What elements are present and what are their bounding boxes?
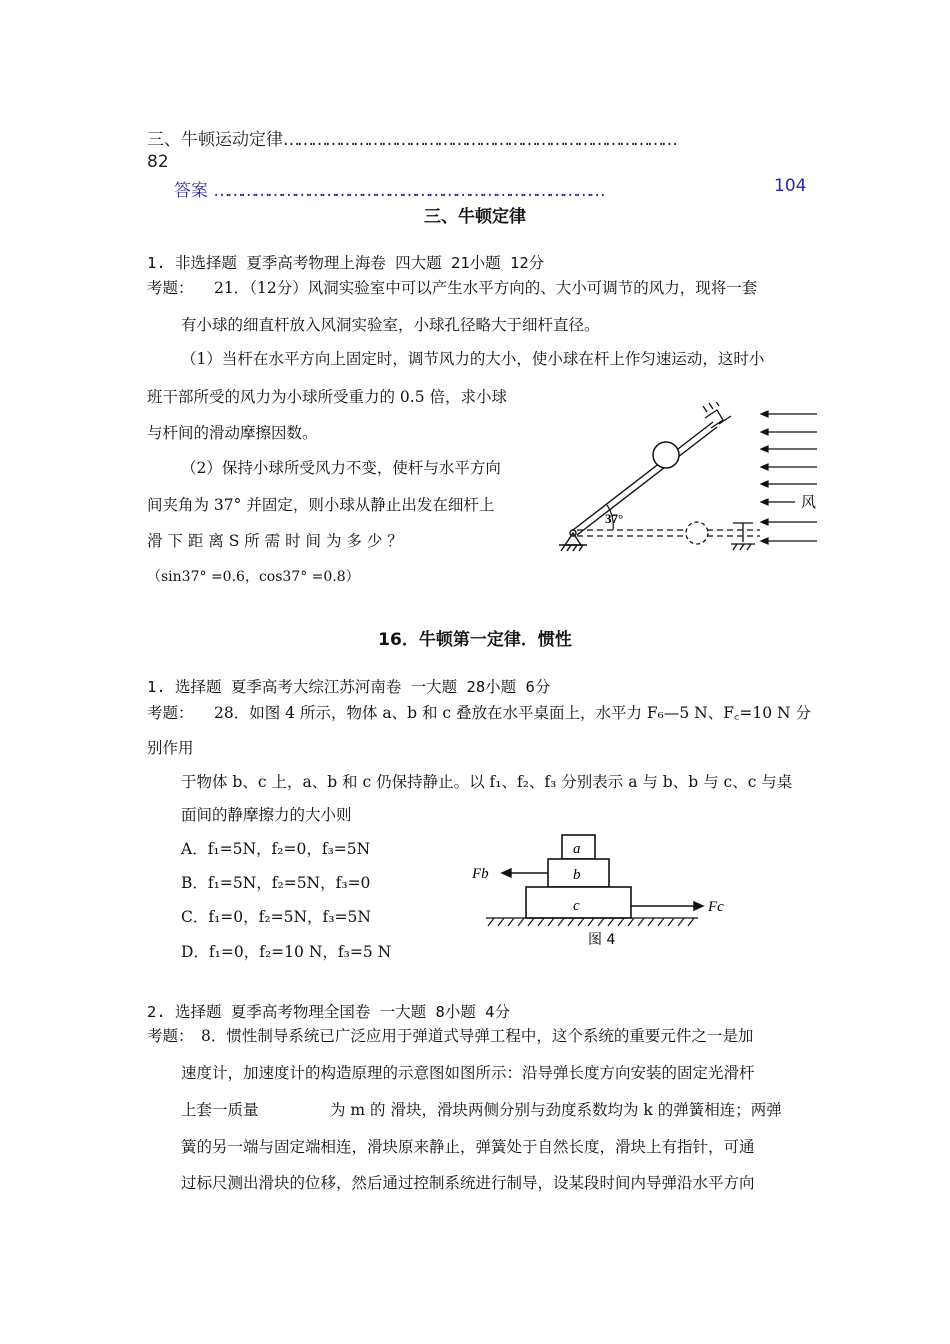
- wind-arrows: [761, 411, 817, 544]
- q2-option-b[interactable]: B．f₁=5N，f₂=5N，f₃=0: [181, 874, 371, 892]
- q2-kaoti-label: 考题：: [147, 704, 194, 722]
- wind-label: 风: [801, 493, 817, 511]
- q3-kaoti-label: 考题：: [147, 1027, 194, 1045]
- section16-title: 16．牛顿第一定律．惯性: [378, 630, 572, 650]
- q3-line2: 速度计，加速度计的构造原理的示意图如图所示：沿导弹长度方向安装的固定光滑杆: [181, 1064, 755, 1082]
- q2-line1: 28．如图 4 所示，物体 a、b 和 c 叠放在水平桌面上，水平力 F₆—5 N、F꜀=10 N 分: [214, 704, 811, 722]
- q3-header: 2. 选择题 夏季高考物理全国卷 一大题 8小题 4分: [147, 1003, 510, 1021]
- force-fc-arrow: [631, 902, 703, 910]
- q3-line1: 8．惯性制导系统已广泛应用于弹道式导弹工程中，这个系统的重要元件之一是加: [201, 1027, 754, 1045]
- rod-clamp: [703, 402, 731, 428]
- q2-line2: 别作用: [147, 739, 194, 757]
- block-c-label: c: [573, 898, 580, 914]
- q2-option-a[interactable]: A．f₁=5N，f₂=0，f₃=5N: [181, 840, 371, 858]
- ground-surface: [486, 918, 698, 926]
- q3-line3-part1: 上套一质量: [181, 1101, 259, 1119]
- force-fb-arrow: [502, 869, 548, 877]
- wind-tunnel-figure: [555, 402, 825, 562]
- section-title: 三、牛顿定律: [424, 207, 526, 227]
- q1-line2: 有小球的细直杆放入风洞实验室，小球孔径略大于细杆直径。: [181, 316, 600, 334]
- q3-line3-part2: 为 m 的 滑块，滑块两侧分别与劲度系数均为 k 的弹簧相连；两弹: [330, 1101, 782, 1119]
- q1-line8: 滑 下 距 离 S 所 需 时 间 为 多 少 ？: [147, 532, 403, 550]
- q1-header: 1. 非选择题 夏季高考物理上海卷 四大题 21小题 12分: [147, 254, 545, 272]
- q1-line9: （sin37° =0.6，cos37° =0.8）: [147, 569, 360, 585]
- block-b-label: b: [573, 867, 581, 883]
- q3-line4: 簧的另一端与固定端相连，滑块原来静止，弹簧处于自然长度，滑块上有指针，可通: [181, 1138, 755, 1156]
- q1-kaoti-label: 考题：: [147, 279, 194, 297]
- q1-line5: 与杆间的滑动摩擦因数。: [147, 424, 318, 442]
- q1-line4: 班干部所受的风力为小球所受重力的 0.5 倍，求小球: [147, 388, 508, 406]
- stacked-blocks-figure: [462, 826, 742, 956]
- q1-line7: 间夹角为 37° 并固定，则小球从静止出发在细杆上: [147, 496, 495, 514]
- toc-answer-title: 答案: [174, 181, 208, 201]
- angle-label: 37°: [605, 511, 624, 526]
- q2-header: 1. 选择题 夏季高考大综江苏河南卷 一大题 28小题 6分: [147, 678, 551, 696]
- block-a-label: a: [573, 841, 581, 857]
- q2-line4: 面间的静摩擦力的大小则: [181, 806, 352, 824]
- q1-line3: （1）当杆在水平方向上固定时，调节风力的大小，使小球在杆上作匀速运动，这时小: [181, 350, 765, 368]
- q1-line1: 21．（12分）风洞实验室中可以产生水平方向的、大小可调节的风力，现将一套: [214, 279, 758, 297]
- toc-answer-dots: ……………………………………………………………………………: [213, 181, 603, 201]
- ball-on-incline: [653, 442, 679, 468]
- q2-option-d[interactable]: D．f₁=0，f₂=10 N，f₃=5 N: [181, 943, 392, 961]
- q3-line5: 过标尺测出滑块的位移，然后通过控制系统进行制导，设某段时间内导弹沿水平方向: [181, 1174, 755, 1192]
- pivot-support: [559, 530, 587, 551]
- q2-option-c[interactable]: C．f₁=0，f₂=5N，f₃=5N: [181, 908, 371, 926]
- toc-chapter3-title: 三、牛顿运动定律: [147, 130, 283, 150]
- inclined-rod: [573, 422, 717, 535]
- ball-on-horizontal: [686, 522, 708, 544]
- q2-line3: 于物体 b、c 上，a、b 和 c 仍保持静止。以 f₁、f₂、f₃ 分别表示 a 与 b、b 与 c、c 与桌: [181, 773, 793, 791]
- toc-chapter3-page: 82: [147, 152, 169, 172]
- toc-answer-page: 104: [774, 176, 807, 196]
- toc-chapter3-dots: …………………………………………………………………………: [283, 130, 675, 150]
- force-fb-label: Fb: [472, 866, 489, 882]
- horizontal-rod-dashed: [577, 530, 760, 536]
- figure-caption: 图 4: [588, 932, 616, 948]
- toc-chapter3[interactable]: [147, 125, 675, 150]
- q1-line6: （2）保持小球所受风力不变，使杆与水平方向: [181, 459, 501, 477]
- toc-answer[interactable]: [174, 176, 602, 201]
- force-fc-label: Fc: [708, 899, 724, 915]
